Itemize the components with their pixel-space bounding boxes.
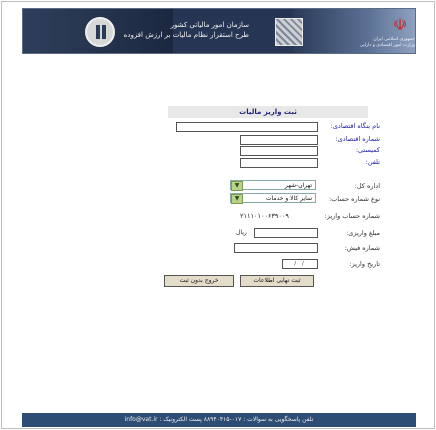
general-office-select[interactable] [230, 180, 316, 190]
receipt-number-label: شماره فیش: [344, 244, 380, 252]
tax-organization-logo [85, 17, 115, 47]
account-number-label: شماره حساب واریز: [324, 212, 380, 220]
chevron-down-icon[interactable]: ▼ [231, 181, 243, 191]
header-banner [22, 8, 416, 54]
organization-title [119, 20, 249, 40]
receipt-number-input[interactable] [234, 243, 318, 253]
ministry-title-line2: وزارت امور اقتصادی و دارایی [359, 43, 415, 48]
economic-number-label: شماره اقتصادی: [335, 135, 380, 143]
form-title-bar [168, 106, 368, 118]
form-title: ثبت واریز مالیات [239, 108, 297, 116]
amount-input[interactable] [254, 228, 318, 238]
organization-title-line2: طرح استقرار نظام مالیات بر ارزش افزوده [123, 31, 249, 39]
payment-date-label: تاریخ واریز: [349, 260, 380, 268]
account-type-value: سایر کالا و خدمات [265, 195, 312, 202]
branch-input[interactable] [240, 146, 318, 156]
general-office-value: تهران-شهر [284, 182, 312, 189]
account-number-value: ۲۱۱۱۰۱۰۰۶۳۹۰۰۹ [240, 212, 289, 220]
business-name-input[interactable] [176, 122, 318, 132]
economic-number-input[interactable] [240, 135, 318, 145]
general-office-label: اداره کل: [354, 182, 380, 190]
chevron-down-icon[interactable]: ▼ [231, 194, 243, 204]
ministry-title [347, 37, 415, 49]
phone-input[interactable] [240, 158, 318, 168]
exit-without-save-button[interactable]: خروج بدون ثبت [164, 275, 234, 287]
vat-seal-icon [275, 18, 303, 46]
amount-unit: ریال [236, 229, 247, 236]
organization-title-line1: سازمان امور مالیاتی کشور [170, 21, 249, 29]
footer-bar [22, 413, 416, 427]
ministry-title-line1: جمهوری اسلامی ایران [373, 37, 415, 42]
payment-date-input[interactable]: / / [282, 259, 318, 269]
submit-button[interactable]: ثبت نهایی اطلاعات [240, 275, 314, 287]
phone-label: تلفن: [365, 158, 380, 166]
account-type-select[interactable] [230, 193, 316, 203]
amount-label: مبلغ واریزی: [346, 229, 380, 237]
business-name-label: نام بنگاه اقتصادی: [330, 122, 380, 130]
iran-emblem-icon: ☫ [392, 15, 408, 34]
account-type-label: نوع شماره حساب: [328, 195, 380, 203]
branch-label: کمیستی: [355, 146, 380, 154]
footer-contact-text: تلفن پاسخگویی به سوالات : ۰۱۷-۸۸۹۴۰۴۱۵ پست الکترونیک : info@vat.ir [124, 416, 314, 423]
